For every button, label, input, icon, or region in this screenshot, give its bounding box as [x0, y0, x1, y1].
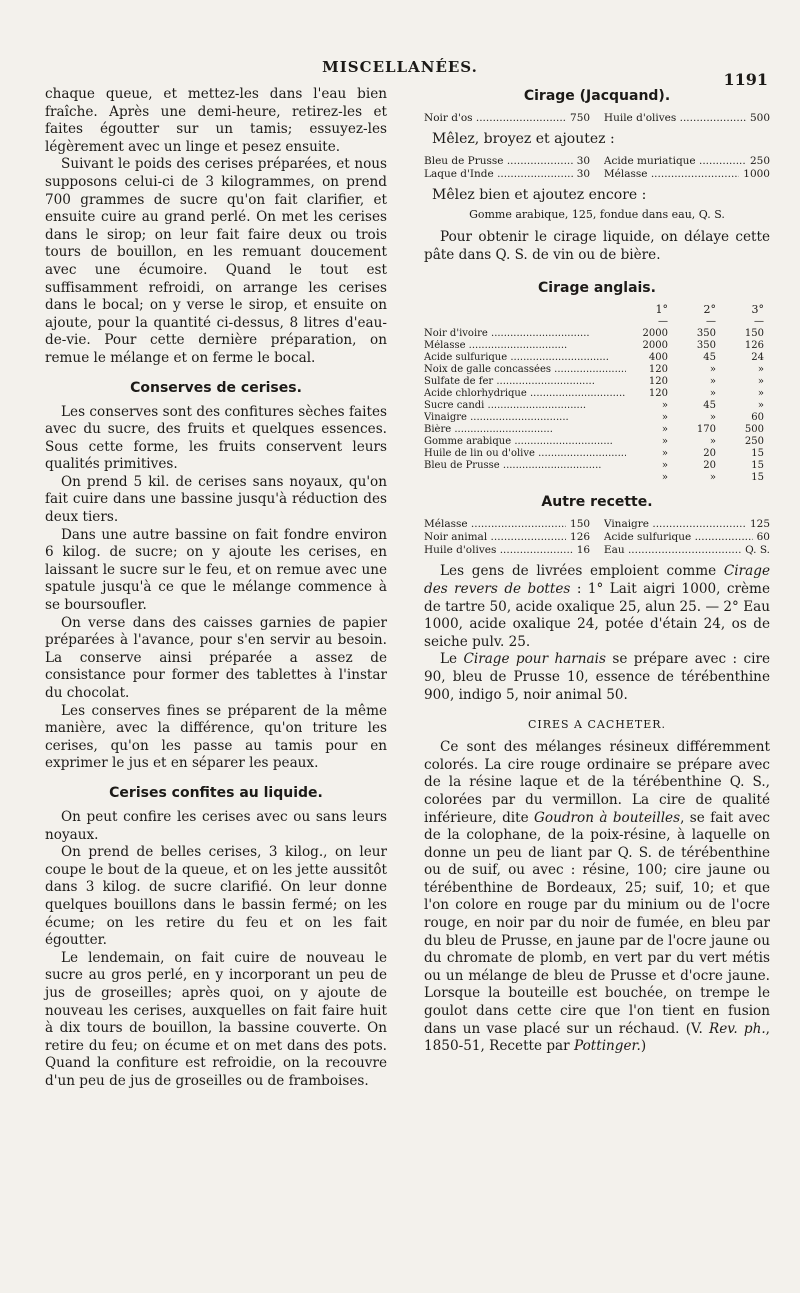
table-cell: »	[709, 364, 716, 376]
ingredient	[424, 544, 590, 557]
paragraph: Le lendemain, on fait cuire de nouveau le sucre au gros perlé, en y incorporant un peu de jus de groseilles; après quoi, on y ajoute de nouveau les cerises, auxquelles on fait faire huit à dix tours de bouillon, la bassine couverte. On retire du feu; on écume et on met dans des pots. Quand la confiture est refroidie, on la recouvre d'un peu de jus de groseilles ou de framboises.	[45, 949, 387, 1089]
table-cell: »	[757, 364, 764, 376]
italic-term: Pottinger.	[573, 1038, 641, 1055]
table-cell: »	[661, 460, 668, 472]
ingredient-label: Vinaigre .....	[424, 412, 569, 423]
ingredient-qty: 125	[749, 518, 770, 531]
table-cell: 24	[751, 352, 764, 364]
table-row	[424, 364, 770, 376]
recipe-line	[424, 112, 770, 125]
paragraph: Les conserves sont des confitures sèches faites avec du sucre, des fruits et quelques essences. Sous cette forme, les fruits conservent leurs qualités primitives.	[45, 403, 387, 473]
table-cell: »	[661, 472, 668, 484]
table-cell: »	[661, 448, 668, 460]
table-cell: 126	[744, 340, 764, 352]
table-row	[424, 376, 770, 388]
table-cell: 45	[703, 400, 716, 412]
ingredient-name: Noir animal .....	[424, 531, 566, 544]
ingredient-name	[424, 364, 626, 376]
ingredient-name	[424, 436, 626, 448]
ingredient-qty: 500	[749, 112, 770, 124]
table-cell: 20	[703, 460, 716, 472]
paragraph: On verse dans des caisses garnies de papier préparées à l'avance, pour s'en servir au besoin. La conserve ainsi préparée a assez de consistance pour former des tablettes à l'instar du chocolat.	[45, 614, 387, 701]
text-run: Les gens de livrées emploient comme	[440, 563, 724, 580]
table-row	[424, 340, 770, 352]
table-cell: 15	[751, 460, 764, 472]
cirage-anglais-table	[424, 304, 770, 484]
paragraph: Suivant le poids des cerises préparées, et nous supposons celui-ci de 3 kilogrammes, on prend 700 grammes de sucre qu'on fait clarifier, et ensuite cuire au grand perlé. On met les cerises dans le sirop; on leur fait faire deux ou trois tours de bouillon, en les remuant doucement avec une écumoire. Quand le tout est suffisamment refroidi, on arrange les cerises dans le bocal; on y verse le sirop, et ensuite on ajoute, pour la quantité ci-dessus, 8 litres d'eau-de-vie. Pour cette dernière préparation, on remue le mélange et on ferme le bocal.	[45, 156, 387, 366]
table-cell: 15	[751, 472, 764, 484]
paragraph: chaque queue, et mettez-les dans l'eau bien fraîche. Après une demi-heure, retirez-les et faites égoutter sur un tamis; essuyez-les légèrement avec un linge et pesez ensuite.	[45, 86, 387, 155]
table-cell: 170	[696, 424, 716, 436]
page-number: 1191	[723, 70, 768, 89]
ingredient-name: Eau .....	[604, 544, 741, 557]
text-run: Ce sont des mélanges résineux différemment colorés. La cire rouge ordinaire se prépare avec de la résine laque et de la térébenthine Q. S., colorées par du vermillon. La cire de qualité inférieure, dite	[424, 739, 770, 826]
ingredient-qty: 60	[756, 531, 770, 544]
right-column	[424, 86, 770, 1056]
ingredient-qty: 1000	[743, 167, 770, 180]
italic-term: Cirage pour harnais	[463, 651, 606, 668]
gomme-note: Gomme arabique, 125, fondue dans eau, Q. S.	[469, 208, 725, 222]
ingredient	[424, 531, 590, 544]
ingredient-name: Vinaigre .....	[604, 518, 746, 531]
ingredient-name: Noir d'os .....	[424, 112, 566, 125]
ingredient-label: Noir d'ivoire .....	[424, 328, 590, 339]
ingredient-label: Noix de galle concassées .....	[424, 364, 626, 375]
table-cell: 2000	[642, 328, 668, 340]
table-cell: »	[757, 388, 764, 400]
table-row	[424, 436, 770, 448]
table-cell: 45	[703, 352, 716, 364]
ingredient-name: Huile d'olives .....	[424, 544, 573, 557]
ingredient-name	[424, 352, 626, 364]
ingredient-name	[424, 328, 626, 340]
paragraph: Pour obtenir le cirage liquide, on délaye cette pâte dans Q. S. de vin ou de bière.	[424, 229, 770, 263]
table-header-row	[424, 304, 770, 316]
ingredient-qty: 16	[576, 544, 591, 557]
section-heading-confites: Cerises confites au liquide.	[109, 784, 323, 801]
column-header: 1°	[655, 303, 668, 317]
table-cell: 120	[648, 376, 668, 388]
table-cell: 120	[648, 364, 668, 376]
table-cell: 20	[703, 448, 716, 460]
table-cell: »	[661, 412, 668, 424]
table-rule-row: — — —	[658, 316, 764, 328]
table-cell: 150	[744, 328, 764, 340]
table-cell: 400	[648, 352, 668, 364]
paragraph: On prend de belles cerises, 3 kilog., on leur coupe le bout de la queue, et on les jette aussitôt dans 3 kilog. de sucre clarifié. On leur donne quelques bouillons dans le bassin fermé; on les écume; on les retire du feu et on les fait égoutter.	[45, 844, 387, 949]
ingredient-qty: 30	[576, 167, 591, 180]
ingredient-label: Bleu de Prusse .....	[424, 460, 601, 471]
text-run: , 1850-51, Recette par	[424, 1020, 770, 1055]
ingredient-name	[424, 448, 626, 460]
table-row	[424, 424, 770, 436]
section-heading-autre: Autre recette.	[541, 494, 653, 511]
table-body	[424, 328, 770, 484]
ingredient	[604, 531, 770, 544]
ingredient-label: Gomme arabique .....	[424, 436, 613, 447]
ingredient	[604, 544, 770, 557]
ingredient	[604, 518, 770, 531]
italic-term: Rev. ph.	[708, 1020, 766, 1037]
ingredient-name	[424, 460, 626, 472]
ingredient-qty: 150	[570, 518, 591, 531]
table-cell: 60	[751, 412, 764, 424]
table-cell: 350	[696, 340, 716, 352]
recipe-line	[424, 168, 770, 181]
paragraph: On prend 5 kil. de cerises sans noyaux, qu'on fait cuire dans une bassine jusqu'à réduction des deux tiers.	[45, 473, 387, 526]
ingredient-name: Laque d'Inde .....	[424, 168, 573, 181]
ingredient-label: Mélasse .....	[424, 340, 567, 351]
ingredient-name: Acide sulfurique .....	[604, 531, 753, 544]
table-row	[424, 412, 770, 424]
ingredient-qty: 126	[570, 531, 591, 544]
section-heading-jacquand: Cirage (Jacquand).	[523, 88, 671, 104]
ingredient-name	[424, 412, 626, 424]
ingredient	[424, 518, 590, 531]
table-cell: »	[661, 400, 668, 412]
paragraph: Dans une autre bassine on fait fondre environ 6 kilog. de sucre; on y ajoute les cerises, en laissant le sucre sur le feu, et on remue avec une spatule jusqu'à ce que le mélange commence à se boursoufler.	[45, 526, 387, 614]
ingredient-name: Huile d'olives .....	[604, 112, 746, 125]
ingredient-name: Mélasse .....	[424, 518, 566, 531]
table-cell: »	[661, 436, 668, 448]
paragraph-harnais	[424, 651, 770, 704]
ingredient	[424, 112, 590, 125]
table-cell: 350	[696, 328, 716, 340]
table-cell: 250	[744, 436, 764, 448]
section-heading-anglais: Cirage anglais.	[538, 280, 656, 297]
recipe-line	[424, 544, 770, 557]
table-cell: 120	[648, 388, 668, 400]
italic-term: Goudron à bouteilles	[534, 809, 681, 826]
table-row	[424, 460, 770, 472]
ingredient	[604, 155, 770, 168]
ingredient-name	[424, 388, 626, 400]
ingredient	[424, 168, 590, 181]
ingredient-label: Bière .....	[424, 424, 553, 435]
italic-term: Cirage des revers de bottes	[424, 563, 770, 597]
ingredient-qty: Q. S.	[745, 544, 770, 557]
left-column	[45, 86, 387, 1090]
ingredient-label: Huile de lin ou d'olive .....	[424, 448, 626, 459]
ingredient-qty: 250	[749, 154, 770, 167]
text-run: , se fait avec de la colophane, de la poix-résine, à laquelle on donne un peu de liant par Q. S. de térébenthine ou de suif, ou avec : résine, 100; cire jaune ou térébenthine de Bordeaux, 25; suif, 10; et que l'on colore en rouge par du minium ou de l'ocre rouge, en noir par du noir de fumée, en bleu par du bleu de Prusse, en jaune par de l'ocre jaune ou du chromate de plomb, en vert par du vert métis ou un mélange de bleu de Prusse et d'ocre jaune. Lorsque la bouteille est bouchée, on trempe le goulot dans cette cire que l'on tient en fusion dans un vase placé sur un réchaud. (V.	[424, 809, 770, 1037]
ingredient-qty: 750	[570, 112, 591, 124]
section-heading-cires: CIRES A CACHETER.	[527, 718, 667, 732]
table-cell: »	[709, 388, 716, 400]
text-run: se prépare avec : cire 90, bleu de Prusse 10, essence de térébenthine 900, indigo 5, noir animal 50.	[424, 651, 770, 703]
table-cell: »	[709, 412, 716, 424]
table-cell: »	[661, 424, 668, 436]
column-header: 3°	[751, 303, 764, 317]
table-row	[424, 448, 770, 460]
recipe-line	[424, 518, 770, 531]
ingredient	[604, 112, 770, 125]
table-row	[424, 328, 770, 340]
ingredient-label: Sucre candi .....	[424, 400, 586, 411]
ingredient-label: Acide chlorhydrique .....	[424, 388, 626, 399]
table-cell: 500	[744, 424, 764, 436]
table-row	[424, 352, 770, 364]
paragraph: Les conserves fines se préparent de la même manière, avec la différence, qu'on triture les cerises, qu'on les passe au tamis pour en exprimer le jus et en séparer les peaux.	[45, 702, 387, 772]
table-row	[424, 400, 770, 412]
ingredient	[604, 168, 770, 181]
table-cell: 15	[751, 448, 764, 460]
instruction: Mêlez, broyez et ajoutez :	[432, 131, 615, 147]
ingredient-name: Acide muriatique .....	[604, 155, 746, 168]
text-run: : 1° Lait aigri 1000, crème de tartre 50, acide oxalique 25, alun 25. — 2° Eau 1000, acide oxalique 24, potée d'étain 24, os de seiche pulv. 25.	[424, 580, 770, 650]
ingredient-name	[424, 400, 626, 412]
table-row	[424, 388, 770, 400]
ingredient-label: Sulfate de fer .....	[424, 376, 595, 387]
table-cell: »	[757, 376, 764, 388]
ingredient-name: Mélasse .....	[604, 168, 739, 181]
ingredient-name	[424, 340, 626, 352]
ingredient-name: Bleu de Prusse .....	[424, 155, 573, 168]
ingredient	[424, 155, 590, 168]
text-run: Le	[440, 651, 464, 668]
table-cell: »	[709, 376, 716, 388]
paragraph: On peut confire les cerises avec ou sans leurs noyaux.	[45, 808, 387, 843]
ingredient-label: Acide sulfurique .....	[424, 352, 609, 363]
table-cell: »	[757, 400, 764, 412]
text-run: )	[640, 1038, 647, 1055]
table-cell: »	[709, 436, 716, 448]
table-cell: 2000	[642, 340, 668, 352]
recipe-line	[424, 531, 770, 544]
ingredient-qty: 30	[576, 154, 591, 167]
section-heading-conserves: Conserves de cerises.	[130, 379, 302, 396]
column-header: 2°	[703, 303, 716, 317]
ingredient-name	[424, 424, 626, 436]
table-row	[424, 472, 770, 484]
recipe-line	[424, 155, 770, 168]
ingredient-name	[424, 376, 626, 388]
instruction: Mêlez bien et ajoutez encore :	[432, 186, 647, 203]
running-head: MISCELLANÉES.	[322, 58, 478, 76]
paragraph-livrees	[424, 563, 770, 651]
ingredient-name	[424, 472, 626, 484]
table-cell: »	[709, 472, 716, 484]
paragraph-cires	[424, 739, 770, 1056]
